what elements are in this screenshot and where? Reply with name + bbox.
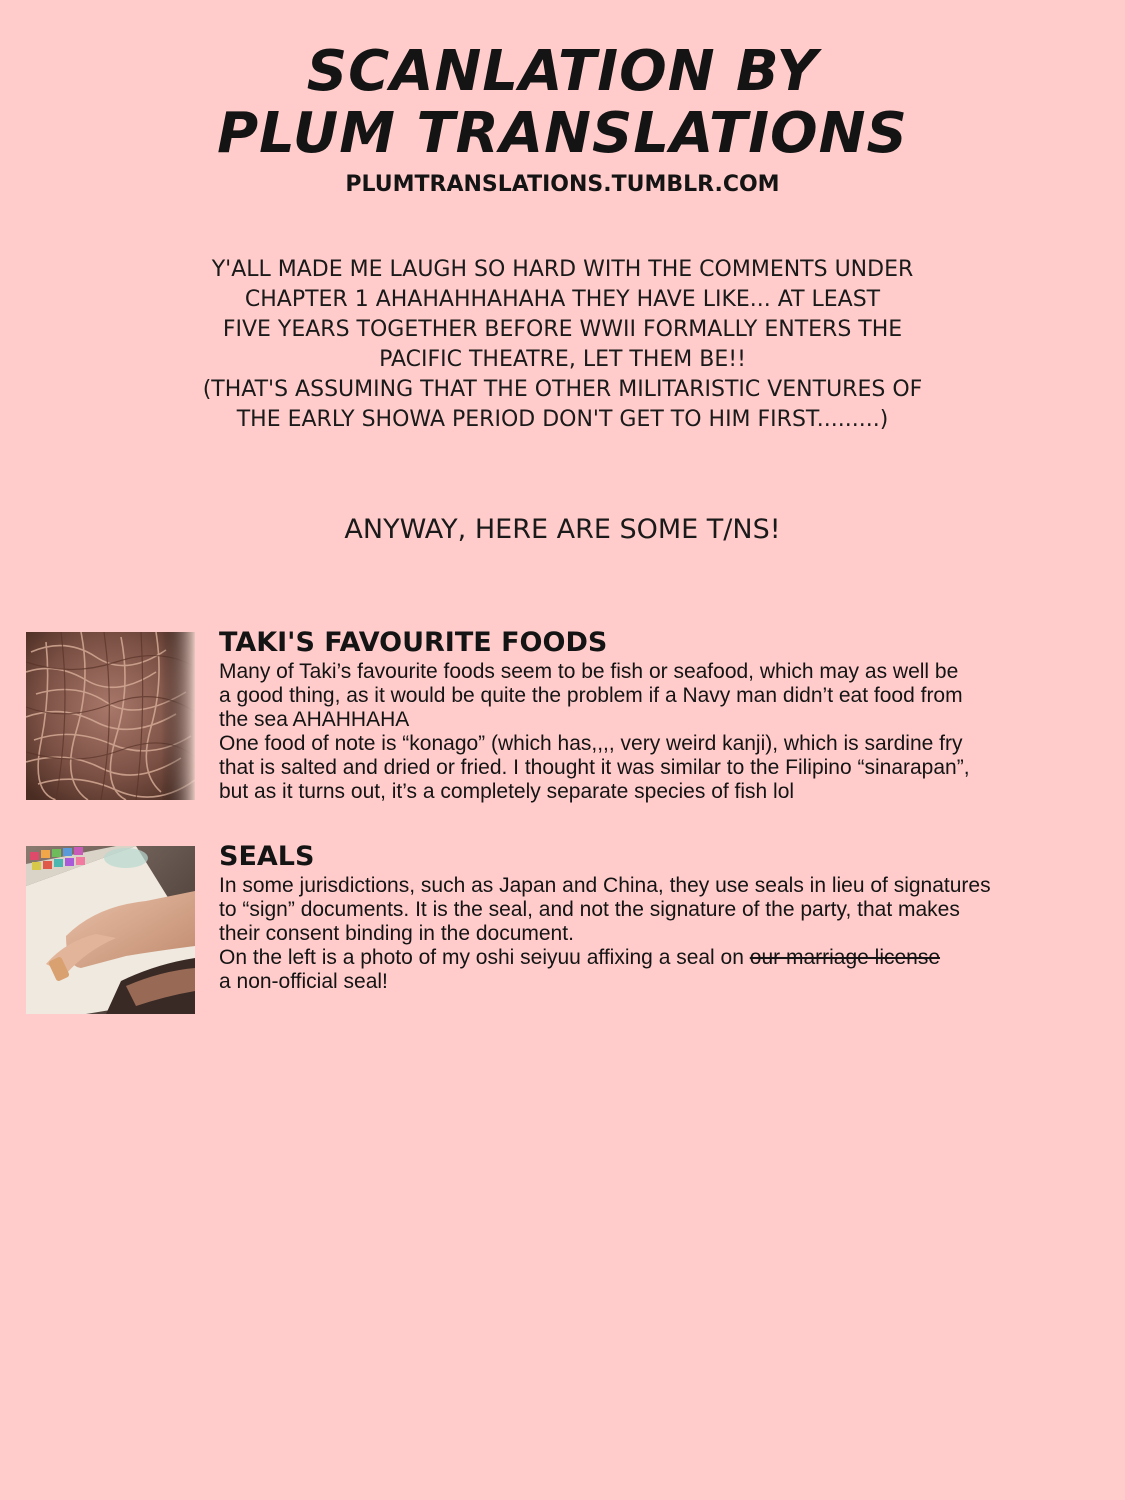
intro-line: Y'ALL MADE ME LAUGH SO HARD WITH THE COMMENTS UNDER bbox=[211, 257, 914, 282]
note-line: One food of note is “konago” (which has,,,, very weird kanji), which is sardine fry bbox=[219, 732, 963, 755]
note-line-text: On the left is a photo of my oshi seiyuu affixing a seal on bbox=[219, 946, 744, 969]
intro-line: PACIFIC THEATRE, LET THEM BE!! bbox=[379, 347, 746, 372]
note-line: their consent binding in the document. bbox=[219, 922, 574, 945]
intro-line: THE EARLY SHOWA PERIOD DON'T GET TO HIM FIRST.........) bbox=[236, 407, 889, 432]
intro-line: (THAT'S ASSUMING THAT THE OTHER MILITARISTIC VENTURES OF bbox=[202, 377, 923, 402]
note-body bbox=[219, 660, 1114, 804]
note-line: In some jurisdictions, such as Japan and China, they use seals in lieu of signatures bbox=[219, 874, 991, 897]
note-line bbox=[219, 946, 1114, 970]
note-heading: SEALS bbox=[219, 841, 315, 872]
note-body bbox=[219, 874, 1114, 994]
notes-intro-heading: ANYWAY, HERE ARE SOME T/NS! bbox=[344, 514, 781, 545]
website-url: PLUMTRANSLATIONS.TUMBLR.COM bbox=[345, 172, 780, 197]
seal-stamping-photo bbox=[26, 846, 195, 1014]
note-line: a non-official seal! bbox=[219, 970, 388, 993]
intro-line: CHAPTER 1 AHAHAHHAHAHA THEY HAVE LIKE... AT LEAST bbox=[244, 287, 881, 312]
page-title-line-1: SCANLATION BY bbox=[306, 39, 819, 104]
note-line: that is salted and dried or fried. I thought it was similar to the Filipino “sinarapan”, bbox=[219, 756, 970, 779]
intro-line: FIVE YEARS TOGETHER BEFORE WWII FORMALLY ENTERS THE bbox=[222, 317, 903, 342]
note-line: Many of Taki’s favourite foods seem to be fish or seafood, which may as well be bbox=[219, 660, 959, 683]
note-heading: TAKI'S FAVOURITE FOODS bbox=[219, 627, 608, 658]
note-line: to “sign” documents. It is the seal, and not the signature of the party, that makes bbox=[219, 898, 960, 921]
note-line: but as it turns out, it’s a completely separate species of fish lol bbox=[219, 780, 795, 803]
page-title-line-2: PLUM TRANSLATIONS bbox=[217, 101, 908, 166]
intro-message bbox=[120, 255, 1005, 435]
struck-through-text: our marriage license bbox=[749, 946, 941, 969]
konago-food-photo bbox=[26, 632, 195, 800]
note-line: a good thing, as it would be quite the problem if a Navy man didn’t eat food from bbox=[219, 684, 963, 707]
note-line: the sea AHAHHAHA bbox=[219, 708, 410, 731]
